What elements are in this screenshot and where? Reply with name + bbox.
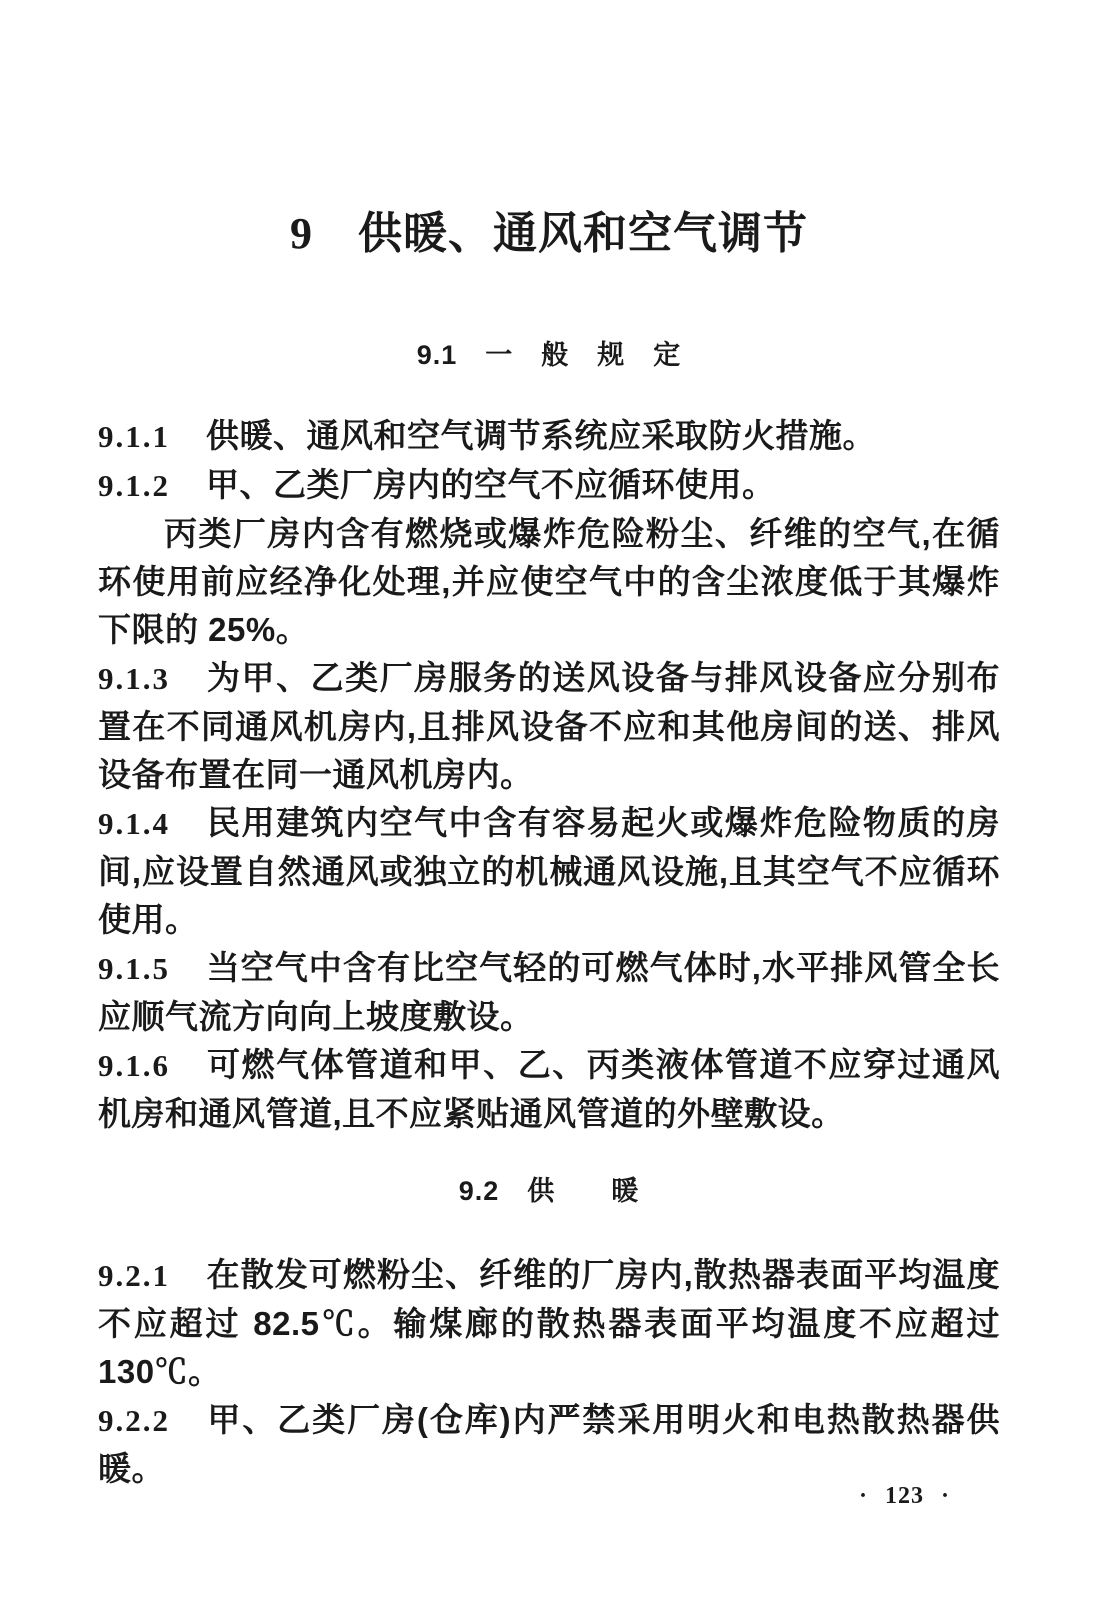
clause-9-1-6 — [98, 1041, 1000, 1138]
clause-9-1-3 — [98, 654, 1000, 799]
clause-number: 9.1.2 — [98, 468, 170, 503]
clause-number: 9.2.1 — [98, 1258, 170, 1293]
clause-9-1-1 — [98, 412, 1000, 461]
clause-number: 9.1.5 — [98, 951, 170, 986]
clause-9-1-5 — [98, 944, 1000, 1041]
clause-text: 甲、乙类厂房(仓库)内严禁采用明火和电热散热器供暖。 — [98, 1401, 1000, 1487]
page-number: · 123 · — [858, 1483, 950, 1509]
clause-9-1-2-continuation — [98, 510, 1000, 654]
section-heading-9-2: 9.2 供 暖 — [458, 1176, 640, 1206]
clause-9-1-2 — [98, 461, 1000, 510]
clause-number: 9.1.6 — [98, 1048, 170, 1083]
clause-text: 为甲、乙类厂房服务的送风设备与排风设备应分别布置在不同通风机房内,且排风设备不应和其他房间的送、排风设备布置在同一通风机房内。 — [98, 659, 1000, 793]
clause-9-1-4 — [98, 799, 1000, 944]
clause-number: 9.1.4 — [98, 806, 170, 841]
clause-text: 可燃气体管道和甲、乙、丙类液体管道不应穿过通风机房和通风管道,且不应紧贴通风管道的外壁敷设。 — [98, 1046, 1000, 1132]
page-content — [0, 209, 1094, 1493]
clause-text: 丙类厂房内含有燃烧或爆炸危险粉尘、纤维的空气,在循环使用前应经净化处理,并应使空气中的含尘浓度低于其爆炸下限的 25%。 — [98, 515, 1000, 648]
clause-text: 甲、乙类厂房内的空气不应循环使用。 — [206, 466, 776, 503]
clause-9-2-1 — [98, 1251, 1000, 1396]
clause-number: 9.2.2 — [98, 1403, 170, 1438]
clause-text: 在散发可燃粉尘、纤维的厂房内,散热器表面平均温度不应超过 82.5℃。输煤廊的散热器表面平均温度不应超过130℃。 — [98, 1256, 1000, 1390]
section-heading-9-1: 9.1 一 般 规 定 — [416, 340, 682, 370]
clause-text: 当空气中含有比空气轻的可燃气体时,水平排风管全长应顺气流方向向上坡度敷设。 — [98, 949, 1000, 1035]
chapter-title: 9 供暖、通风和空气调节 — [290, 209, 808, 258]
clause-text: 民用建筑内空气中含有容易起火或爆炸危险物质的房间,应设置自然通风或独立的机械通风设施,且其空气不应循环使用。 — [98, 804, 1000, 938]
clause-9-2-2 — [98, 1396, 1000, 1493]
clause-text: 供暖、通风和空气调节系统应采取防火措施。 — [206, 417, 876, 454]
clause-number: 9.1.3 — [98, 661, 170, 696]
clause-number: 9.1.1 — [98, 419, 170, 454]
